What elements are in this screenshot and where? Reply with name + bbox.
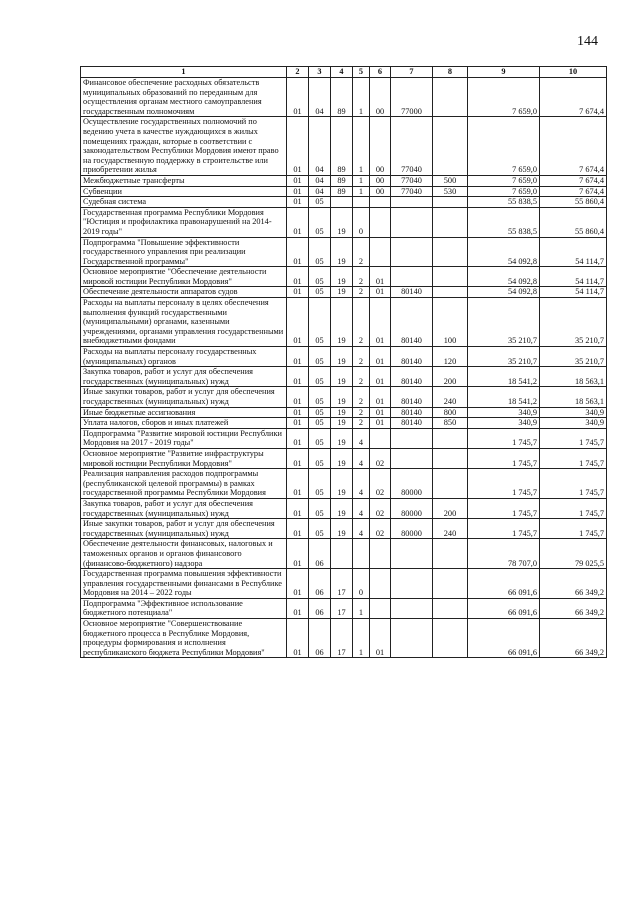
- item-name-cell: Государственная программа Республики Мордовия "Юстиция и профилактика правонарушений на 2014-2019 годы": [81, 207, 287, 237]
- subprogram-code-cell: 0: [353, 207, 370, 237]
- table-row: [81, 347, 607, 367]
- expense-type-cell: [433, 287, 468, 298]
- subsection-code-cell: 04: [309, 175, 331, 186]
- event-code-cell: 01: [370, 418, 391, 429]
- item-name-cell: Расходы на выплаты персоналу в целях обеспечения выполнения функций государственными (муниципальными) органами, казенными учреждениями, органами управления государственными внебюджетными фондами: [81, 298, 287, 347]
- expense-type-cell: [433, 237, 468, 267]
- amount-year1-cell: 1 745,7: [468, 428, 540, 448]
- subprogram-code-cell: 1: [353, 619, 370, 658]
- page-number: 144: [577, 34, 598, 49]
- event-code-cell: [370, 237, 391, 267]
- expense-type-cell: [433, 619, 468, 658]
- column-header: 8: [433, 67, 468, 78]
- item-name-cell: Обеспечение деятельности финансовых, налоговых и таможенных органов и органов финансового (финансово-бюджетного) надзора: [81, 539, 287, 569]
- direction-code-cell: 80140: [391, 407, 433, 418]
- section-code-cell: 01: [287, 267, 309, 287]
- program-code-cell: 19: [331, 428, 353, 448]
- table-row: [81, 469, 607, 499]
- column-header: 3: [309, 67, 331, 78]
- item-name-cell: Иные закупки товаров, работ и услуг для обеспечения государственных (муниципальных) нужд: [81, 519, 287, 539]
- amount-year2-cell: 7 674,4: [540, 78, 607, 117]
- subprogram-code-cell: 2: [353, 367, 370, 387]
- subsection-code-cell: 05: [309, 267, 331, 287]
- direction-code-cell: 77000: [391, 78, 433, 117]
- table-row: [81, 78, 607, 117]
- amount-year2-cell: 340,9: [540, 407, 607, 418]
- subsection-code-cell: 06: [309, 619, 331, 658]
- item-name-cell: Осуществление государственных полномочий по ведению учета в качестве нуждающихся в жилых помещениях граждан, которые в соответствии с законодательством Республики Мордовия имеют право на государственную поддержку в строительстве или приобретении жилья: [81, 117, 287, 176]
- table-row: [81, 298, 607, 347]
- amount-year2-cell: 7 674,4: [540, 186, 607, 197]
- amount-year1-cell: 7 659,0: [468, 175, 540, 186]
- subsection-code-cell: 05: [309, 298, 331, 347]
- program-code-cell: 19: [331, 287, 353, 298]
- column-header: 6: [370, 67, 391, 78]
- section-code-cell: 01: [287, 569, 309, 599]
- item-name-cell: Расходы на выплаты персоналу государственных (муниципальных) органов: [81, 347, 287, 367]
- expense-type-cell: [433, 569, 468, 599]
- amount-year1-cell: 18 541,2: [468, 387, 540, 407]
- subprogram-code-cell: 2: [353, 387, 370, 407]
- amount-year1-cell: 1 745,7: [468, 448, 540, 468]
- direction-code-cell: 80140: [391, 347, 433, 367]
- item-name-cell: Финансовое обеспечение расходных обязательств муниципальных образований по переданным для осуществления органам местного самоуправления государственным полномочиям: [81, 78, 287, 117]
- expense-type-cell: 800: [433, 407, 468, 418]
- expense-type-cell: 100: [433, 298, 468, 347]
- amount-year1-cell: 1 745,7: [468, 519, 540, 539]
- amount-year2-cell: 7 674,4: [540, 117, 607, 176]
- amount-year1-cell: 35 210,7: [468, 298, 540, 347]
- event-code-cell: 01: [370, 407, 391, 418]
- section-code-cell: 01: [287, 539, 309, 569]
- program-code-cell: 19: [331, 418, 353, 429]
- section-code-cell: 01: [287, 428, 309, 448]
- table-row: [81, 539, 607, 569]
- amount-year1-cell: 7 659,0: [468, 78, 540, 117]
- section-code-cell: 01: [287, 469, 309, 499]
- amount-year1-cell: 340,9: [468, 418, 540, 429]
- direction-code-cell: 80140: [391, 418, 433, 429]
- amount-year2-cell: 1 745,7: [540, 498, 607, 518]
- expense-type-cell: [433, 207, 468, 237]
- subsection-code-cell: 05: [309, 448, 331, 468]
- table-row: [81, 619, 607, 658]
- table-row: [81, 197, 607, 208]
- program-code-cell: [331, 539, 353, 569]
- subprogram-code-cell: 1: [353, 598, 370, 618]
- direction-code-cell: 80000: [391, 469, 433, 499]
- amount-year2-cell: 55 860,4: [540, 197, 607, 208]
- event-code-cell: 02: [370, 448, 391, 468]
- amount-year2-cell: 79 025,5: [540, 539, 607, 569]
- item-name-cell: Основное мероприятие "Развитие инфраструктуры мировой юстиции Республики Мордовия": [81, 448, 287, 468]
- expense-type-cell: 200: [433, 367, 468, 387]
- program-code-cell: 89: [331, 117, 353, 176]
- direction-code-cell: 77040: [391, 186, 433, 197]
- event-code-cell: 01: [370, 347, 391, 367]
- event-code-cell: 01: [370, 387, 391, 407]
- table-row: [81, 207, 607, 237]
- direction-code-cell: [391, 267, 433, 287]
- subprogram-code-cell: 2: [353, 418, 370, 429]
- direction-code-cell: [391, 428, 433, 448]
- event-code-cell: [370, 569, 391, 599]
- amount-year2-cell: 66 349,2: [540, 569, 607, 599]
- subsection-code-cell: 05: [309, 367, 331, 387]
- program-code-cell: 19: [331, 367, 353, 387]
- subsection-code-cell: 05: [309, 407, 331, 418]
- direction-code-cell: [391, 448, 433, 468]
- amount-year1-cell: 54 092,8: [468, 267, 540, 287]
- table-row: [81, 117, 607, 176]
- subsection-code-cell: 06: [309, 569, 331, 599]
- program-code-cell: 17: [331, 598, 353, 618]
- column-header: 10: [540, 67, 607, 78]
- event-code-cell: 00: [370, 117, 391, 176]
- section-code-cell: 01: [287, 387, 309, 407]
- subprogram-code-cell: 2: [353, 237, 370, 267]
- expense-type-cell: [433, 78, 468, 117]
- item-name-cell: Государственная программа повышения эффективности управления государственными финансами в Республике Мордовия на 2014 – 2022 годы: [81, 569, 287, 599]
- program-code-cell: 19: [331, 407, 353, 418]
- item-name-cell: Реализация направления расходов подпрограммы (республиканской целевой программы) в рамках государственной программы Республики Мордовия: [81, 469, 287, 499]
- amount-year2-cell: 1 745,7: [540, 519, 607, 539]
- amount-year1-cell: 7 659,0: [468, 117, 540, 176]
- amount-year2-cell: 18 563,1: [540, 367, 607, 387]
- subsection-code-cell: 05: [309, 428, 331, 448]
- program-code-cell: 19: [331, 267, 353, 287]
- table-row: [81, 237, 607, 267]
- direction-code-cell: 80140: [391, 298, 433, 347]
- subsection-code-cell: 04: [309, 78, 331, 117]
- amount-year1-cell: 1 745,7: [468, 498, 540, 518]
- event-code-cell: [370, 598, 391, 618]
- amount-year1-cell: 66 091,6: [468, 569, 540, 599]
- subprogram-code-cell: 4: [353, 448, 370, 468]
- amount-year1-cell: 7 659,0: [468, 186, 540, 197]
- direction-code-cell: 77040: [391, 175, 433, 186]
- program-code-cell: 17: [331, 569, 353, 599]
- amount-year2-cell: 18 563,1: [540, 387, 607, 407]
- subsection-code-cell: 05: [309, 387, 331, 407]
- item-name-cell: Уплата налогов, сборов и иных платежей: [81, 418, 287, 429]
- program-code-cell: 19: [331, 498, 353, 518]
- event-code-cell: [370, 539, 391, 569]
- subsection-code-cell: 05: [309, 197, 331, 208]
- expense-type-cell: [433, 428, 468, 448]
- item-name-cell: Межбюджетные трансферты: [81, 175, 287, 186]
- table-row: [81, 186, 607, 197]
- subprogram-code-cell: 2: [353, 287, 370, 298]
- subprogram-code-cell: 4: [353, 498, 370, 518]
- expense-type-cell: 850: [433, 418, 468, 429]
- event-code-cell: 00: [370, 175, 391, 186]
- expense-type-cell: 240: [433, 387, 468, 407]
- column-header: 7: [391, 67, 433, 78]
- table-row: [81, 569, 607, 599]
- item-name-cell: Субвенции: [81, 186, 287, 197]
- item-name-cell: Основное мероприятие "Обеспечение деятельности мировой юстиции Республики Мордовия": [81, 267, 287, 287]
- item-name-cell: Подпрограмма "Повышение эффективности государственного управления при реализации Государственной программы": [81, 237, 287, 267]
- subprogram-code-cell: 4: [353, 469, 370, 499]
- amount-year2-cell: 1 745,7: [540, 428, 607, 448]
- subprogram-code-cell: 2: [353, 298, 370, 347]
- subprogram-code-cell: [353, 539, 370, 569]
- section-code-cell: 01: [287, 298, 309, 347]
- table-body: [81, 78, 607, 658]
- item-name-cell: Обеспечение деятельности аппаратов судов: [81, 287, 287, 298]
- event-code-cell: 02: [370, 469, 391, 499]
- expense-type-cell: [433, 598, 468, 618]
- amount-year2-cell: 54 114,7: [540, 287, 607, 298]
- section-code-cell: 01: [287, 598, 309, 618]
- section-code-cell: 01: [287, 78, 309, 117]
- table-row: [81, 418, 607, 429]
- direction-code-cell: [391, 207, 433, 237]
- program-code-cell: 89: [331, 175, 353, 186]
- program-code-cell: 19: [331, 519, 353, 539]
- subprogram-code-cell: [353, 197, 370, 208]
- direction-code-cell: 80000: [391, 519, 433, 539]
- subsection-code-cell: 05: [309, 469, 331, 499]
- item-name-cell: Иные закупки товаров, работ и услуг для обеспечения государственных (муниципальных) нужд: [81, 387, 287, 407]
- table-row: [81, 287, 607, 298]
- direction-code-cell: 80000: [391, 498, 433, 518]
- table-row: [81, 448, 607, 468]
- table-row: [81, 387, 607, 407]
- table-row: [81, 428, 607, 448]
- expense-type-cell: [433, 469, 468, 499]
- section-code-cell: 01: [287, 237, 309, 267]
- program-code-cell: 19: [331, 448, 353, 468]
- item-name-cell: Подпрограмма "Эффективное использование бюджетного потенциала": [81, 598, 287, 618]
- expense-type-cell: 530: [433, 186, 468, 197]
- section-code-cell: 01: [287, 367, 309, 387]
- subprogram-code-cell: 4: [353, 519, 370, 539]
- program-code-cell: 89: [331, 78, 353, 117]
- table-row: [81, 407, 607, 418]
- section-code-cell: 01: [287, 448, 309, 468]
- subsection-code-cell: 05: [309, 287, 331, 298]
- event-code-cell: [370, 207, 391, 237]
- expense-type-cell: [433, 539, 468, 569]
- amount-year2-cell: 1 745,7: [540, 469, 607, 499]
- subprogram-code-cell: 2: [353, 407, 370, 418]
- amount-year1-cell: 1 745,7: [468, 469, 540, 499]
- subprogram-code-cell: 4: [353, 428, 370, 448]
- section-code-cell: 01: [287, 407, 309, 418]
- direction-code-cell: 80140: [391, 287, 433, 298]
- program-code-cell: 19: [331, 347, 353, 367]
- column-header: 5: [353, 67, 370, 78]
- event-code-cell: 00: [370, 186, 391, 197]
- section-code-cell: 01: [287, 418, 309, 429]
- subsection-code-cell: 05: [309, 498, 331, 518]
- section-code-cell: 01: [287, 498, 309, 518]
- subsection-code-cell: 05: [309, 418, 331, 429]
- amount-year2-cell: 54 114,7: [540, 237, 607, 267]
- direction-code-cell: [391, 569, 433, 599]
- item-name-cell: Судебная система: [81, 197, 287, 208]
- amount-year1-cell: 18 541,2: [468, 367, 540, 387]
- expense-type-cell: 200: [433, 498, 468, 518]
- subprogram-code-cell: 2: [353, 347, 370, 367]
- subsection-code-cell: 06: [309, 598, 331, 618]
- subprogram-code-cell: 1: [353, 175, 370, 186]
- section-code-cell: 01: [287, 197, 309, 208]
- program-code-cell: 19: [331, 298, 353, 347]
- amount-year1-cell: 54 092,8: [468, 237, 540, 267]
- expense-type-cell: [433, 117, 468, 176]
- event-code-cell: 01: [370, 367, 391, 387]
- amount-year1-cell: 55 838,5: [468, 197, 540, 208]
- event-code-cell: 01: [370, 267, 391, 287]
- section-code-cell: 01: [287, 117, 309, 176]
- section-code-cell: 01: [287, 347, 309, 367]
- column-header: 2: [287, 67, 309, 78]
- table-row: [81, 267, 607, 287]
- program-code-cell: 19: [331, 469, 353, 499]
- expense-type-cell: [433, 267, 468, 287]
- item-name-cell: Закупка товаров, работ и услуг для обеспечения государственных (муниципальных) нужд: [81, 367, 287, 387]
- amount-year1-cell: 55 838,5: [468, 207, 540, 237]
- table-header-row: [81, 67, 607, 78]
- subsection-code-cell: 05: [309, 237, 331, 267]
- program-code-cell: 19: [331, 387, 353, 407]
- direction-code-cell: 77040: [391, 117, 433, 176]
- amount-year2-cell: 35 210,7: [540, 298, 607, 347]
- section-code-cell: 01: [287, 186, 309, 197]
- expense-type-cell: 500: [433, 175, 468, 186]
- table-row: [81, 175, 607, 186]
- amount-year1-cell: 54 092,8: [468, 287, 540, 298]
- amount-year1-cell: 66 091,6: [468, 619, 540, 658]
- expense-type-cell: [433, 448, 468, 468]
- column-header: 1: [81, 67, 287, 78]
- subprogram-code-cell: 2: [353, 267, 370, 287]
- direction-code-cell: [391, 237, 433, 267]
- item-name-cell: Иные бюджетные ассигнования: [81, 407, 287, 418]
- event-code-cell: 01: [370, 298, 391, 347]
- amount-year2-cell: 340,9: [540, 418, 607, 429]
- subsection-code-cell: 05: [309, 207, 331, 237]
- table-row: [81, 519, 607, 539]
- subsection-code-cell: 05: [309, 519, 331, 539]
- column-header: 9: [468, 67, 540, 78]
- budget-table: [80, 66, 607, 658]
- subprogram-code-cell: 1: [353, 78, 370, 117]
- program-code-cell: [331, 197, 353, 208]
- item-name-cell: Основное мероприятие "Совершенствование бюджетного процесса в Республике Мордовия, процедуры формирования и исполнения республиканского бюджета Республики Мордовия": [81, 619, 287, 658]
- direction-code-cell: 80140: [391, 387, 433, 407]
- event-code-cell: 00: [370, 78, 391, 117]
- amount-year1-cell: 66 091,6: [468, 598, 540, 618]
- subsection-code-cell: 05: [309, 347, 331, 367]
- section-code-cell: 01: [287, 287, 309, 298]
- direction-code-cell: [391, 619, 433, 658]
- amount-year2-cell: 1 745,7: [540, 448, 607, 468]
- subprogram-code-cell: 1: [353, 117, 370, 176]
- program-code-cell: 17: [331, 619, 353, 658]
- direction-code-cell: 80140: [391, 367, 433, 387]
- amount-year2-cell: 7 674,4: [540, 175, 607, 186]
- amount-year1-cell: 78 707,0: [468, 539, 540, 569]
- amount-year2-cell: 54 114,7: [540, 267, 607, 287]
- event-code-cell: [370, 428, 391, 448]
- direction-code-cell: [391, 197, 433, 208]
- amount-year1-cell: 35 210,7: [468, 347, 540, 367]
- section-code-cell: 01: [287, 175, 309, 186]
- subsection-code-cell: 04: [309, 117, 331, 176]
- event-code-cell: 02: [370, 498, 391, 518]
- amount-year2-cell: 55 860,4: [540, 207, 607, 237]
- column-header: 4: [331, 67, 353, 78]
- table-row: [81, 367, 607, 387]
- section-code-cell: 01: [287, 207, 309, 237]
- subprogram-code-cell: 1: [353, 186, 370, 197]
- subsection-code-cell: 04: [309, 186, 331, 197]
- expense-type-cell: [433, 197, 468, 208]
- expense-type-cell: 120: [433, 347, 468, 367]
- amount-year2-cell: 66 349,2: [540, 619, 607, 658]
- program-code-cell: 19: [331, 207, 353, 237]
- section-code-cell: 01: [287, 519, 309, 539]
- event-code-cell: [370, 197, 391, 208]
- item-name-cell: Закупка товаров, работ и услуг для обеспечения государственных (муниципальных) нужд: [81, 498, 287, 518]
- table-row: [81, 598, 607, 618]
- program-code-cell: 19: [331, 237, 353, 267]
- program-code-cell: 89: [331, 186, 353, 197]
- table-row: [81, 498, 607, 518]
- direction-code-cell: [391, 539, 433, 569]
- amount-year2-cell: 66 349,2: [540, 598, 607, 618]
- amount-year2-cell: 35 210,7: [540, 347, 607, 367]
- expense-type-cell: 240: [433, 519, 468, 539]
- subsection-code-cell: 06: [309, 539, 331, 569]
- event-code-cell: 01: [370, 287, 391, 298]
- direction-code-cell: [391, 598, 433, 618]
- event-code-cell: 02: [370, 519, 391, 539]
- section-code-cell: 01: [287, 619, 309, 658]
- event-code-cell: 01: [370, 619, 391, 658]
- amount-year1-cell: 340,9: [468, 407, 540, 418]
- subprogram-code-cell: 0: [353, 569, 370, 599]
- item-name-cell: Подпрограмма "Развитие мировой юстиции Республики Мордовия на 2017 - 2019 годы": [81, 428, 287, 448]
